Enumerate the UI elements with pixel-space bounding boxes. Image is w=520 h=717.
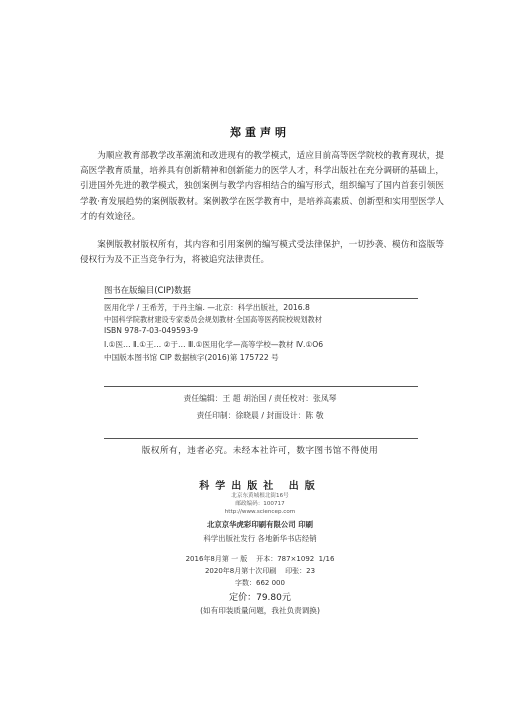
publisher-name: 科学出版社 出版 [199,481,321,492]
distributor-line: 科学出版社发行 各地新华书店经销 [203,534,317,543]
publisher-address: 北京东黄城根北街16号 [231,493,289,499]
cip-title: 图书在版编目(CIP)数据 [104,285,191,295]
word-count-line: 字数：662 000 [235,579,285,587]
edition-format-line: 2016年8月第 一 版 开本：787×1092 1/16 [185,555,335,563]
cip-line-record-number: 中国版本图书馆 CIP 数据核字(2016)第 175722 号 [104,353,279,362]
statement-paragraph-2: 案例版教材版权所有，其内容和引用案例的编写模式受法律保护，一切抄袭、模仿和盗版等侵权行为及不正当竞争行为，将被追究法律责任。 [80,240,444,266]
printing-sheets-line: 2020年8月第十次印刷 印张：23 [204,567,316,575]
divider-cip-bottom [104,386,418,387]
rights-notice: 版权所有，违者必究。未经本社许可，数字图书馆不得使用 [141,446,379,456]
statement-paragraph-1: 为顺应教育部教学改革潮流和改进现有的教学模式，适应目前高等医学院校的教育现状，提高医学教育质量，培养具有创新精神和创新能力的医学人才，科学出版社在充分调研的基础上，引进国外先进的教学模式，独创案例与教学内容相结合的编写形式，组织编写了国内首套引领医学教·育发展趋势的案例版教材。案例教学在医学教育中，是培养高素质、创新型和实用型医学人才的有效途径。 [80,151,444,222]
cip-line-series: 中国科学院教材建设专家委员会规划教材·全国高等医药院校规划教材 [104,315,322,324]
cip-line-isbn: ISBN 978-7-03-049593-9 [104,326,199,335]
credit-editors: 责任编辑：王 超 胡治国 / 责任校对：张凤琴 [183,394,337,403]
cip-line-classification: Ⅰ.①医… Ⅱ.①王… ②于… Ⅲ.①医用化学—高等学校—教材 Ⅳ.①O6 [104,340,324,349]
publisher-postcode: 邮政编码：100717 [235,501,285,507]
price-line: 定价：79.80元 [229,593,291,603]
statement-title: 郑重声明 [230,126,290,139]
divider-cip-top [104,298,418,299]
publisher-website: http://www.sciencep.com [224,509,296,515]
quality-notice: (如有印装质量问题，我社负责调换) [200,606,320,615]
credit-production: 责任印制：徐晓晨 / 封面设计：陈 敬 [196,411,324,420]
divider-credits-bottom [104,438,418,439]
cip-line-title: 医用化学 / 王希芳，于丹主编. —北京：科学出版社，2016.8 [104,303,310,312]
printer-line: 北京京华虎彩印刷有限公司 印刷 [206,520,314,529]
